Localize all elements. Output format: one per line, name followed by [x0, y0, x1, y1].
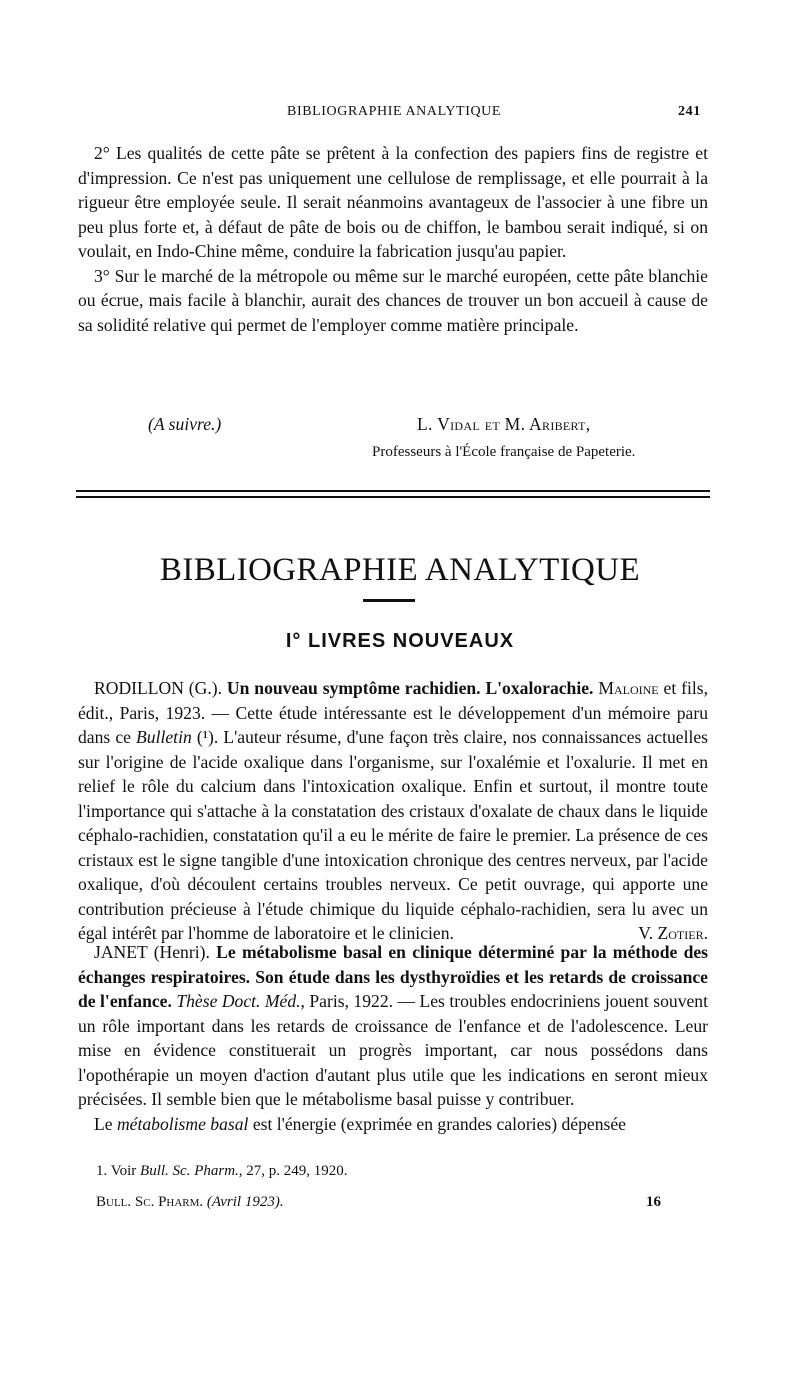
running-title: BIBLIOGRAPHIE ANALYTIQUE [287, 104, 502, 119]
section-subtitle: I° LIVRES NOUVEAUX [285, 630, 515, 652]
review-text: Paris, 1922. — Les troubles endocriniens jouent souvent un rôle important dans les retards de croissance de l'enfance et de l'adolescence. Leur mise en évidence constituerait un progrès important, car nous possédons dans l'opothérapie un moyen d'action d'autant plus utile que les indications en seront mieux précisées. Il semble bien que le métabolisme basal puisse y contribuer. [78, 991, 708, 1109]
review-book-title: Le métabolisme basal en clinique déterminé par la méthode des échanges respiratoires. Son étude dans les dysthyroïdies et les retards de croissance de l'enfance. [78, 942, 709, 1011]
article-authors: L. Vidal et M. Aribert, [417, 414, 591, 434]
double-rule-bottom [76, 496, 710, 498]
thesis-label: Thèse Doct. Méd., [176, 991, 305, 1011]
paragraph-3: 3° Sur le marché de la métropole ou même sur le marché européen, cette pâte blanchie ou écrue, mais facile à blanchir, aurait des chances de trouver un bon accueil à cause de sa solidité relative qui permet de l'employer comme matière principale. [78, 265, 708, 335]
review-janet [78, 940, 708, 1136]
review-author: JANET (Henri). [94, 942, 210, 962]
page-number: 241 [678, 104, 701, 119]
paragraph-2: 2° Les qualités de cette pâte se prêtent à la confection des papiers fins de registre et d'impression. Ce n'est pas uniquement une cellulose de remplissage, et elle pourrait à la rigueur être employée seule. Il serait néanmoins avantageux de l'associer à une fibre un peu plus forte et, à défaut de pâte de bois ou de chiffon, le bambou serait indiqué, si on voulait, en Indo-Chine même, conduire la fabrication jusqu'au papier. [78, 143, 708, 261]
previous-article [78, 141, 708, 337]
review-text: L'auteur résume, d'une façon très claire, nos connaissances actuelles sur l'origine de l'acide oxalique dans l'organisme, sur l'oxalémie et l'oxalurie. Il met en relief le rôle du calcium dans l'intoxication oxalique. Enfin et surtout, il montre toute l'importance qui s'attache à la constatation des cristaux d'oxalate de chaux dans le liquide céphalo-rachidien, constatation qu'il a eu le mérite de faire le premier. La présence de ces cristaux est le signe tangible d'une intoxication chronique des centres nerveux, par l'acide oxalique, d'où découlent certains troubles nerveux. Ce petit ouvrage, qui apporte une contribution précieuse à l'étude chimique du liquide céphalo-rachidien, sera lu avec un égal intérêt par l'homme de laboratoire et le clinicien. [78, 727, 709, 943]
reviewer-name: V. Zotier. [638, 923, 708, 943]
signature-mark: 16 [646, 1194, 661, 1210]
title-divider [363, 599, 415, 602]
double-rule-top [76, 490, 710, 492]
author-affiliation: Professeurs à l'École française de Papeterie. [372, 444, 636, 460]
review-book-title: Un nouveau symptôme rachidien. L'oxalorachie. [226, 678, 594, 698]
review-publisher: Maloine [598, 678, 659, 698]
footer-journal: Bull. Sc. Pharm. (Avril 1923). [96, 1194, 284, 1210]
review-continuation: Le métabolisme basal est l'énergie (exprimée en grandes calories) dépensée [94, 1113, 626, 1134]
journal-name: Bulletin [136, 727, 192, 747]
section-title: BIBLIOGRAPHIE ANALYTIQUE [159, 552, 641, 588]
to-be-continued: (A suivre.) [148, 414, 222, 434]
review-rodillon: RODILLON (G.). Un nouveau symptôme rachidien. L'oxalorachie. Maloine et fils, édit., Paris, 1923. — Cette étude intéressante est le développement d'un mémoire paru dans ce Bulletin (¹). L'auteur résume, d'une façon très claire, nos connaissances actuelles sur l'origine de l'acide oxalique dans l'organisme, sur l'oxalémie et l'oxalurie. Il met en relief le rôle du calcium dans l'intoxication oxalique. Enfin et surtout, il montre toute l'importance qui s'attache à la constatation des cristaux d'oxalate de chaux dans le liquide céphalo-rachidien, constatation qu'il a eu le mérite de faire le premier. La présence de ces cristaux est le signe tangible d'une intoxication chronique des centres nerveux, par l'acide oxalique, d'où découlent certains troubles nerveux. Ce petit ouvrage, qui apporte une contribution précieuse à l'étude chimique du liquide céphalo-rachidien, sera lu avec un égal intérêt par l'homme de laboratoire et le clinicien. V. Zotier. [78, 676, 708, 946]
footnote-ref: (¹). [196, 727, 219, 747]
footnote: 1. Voir Bull. Sc. Pharm., 27, p. 249, 1920. [96, 1163, 348, 1179]
review-author: RODILLON (G.). [94, 678, 223, 698]
